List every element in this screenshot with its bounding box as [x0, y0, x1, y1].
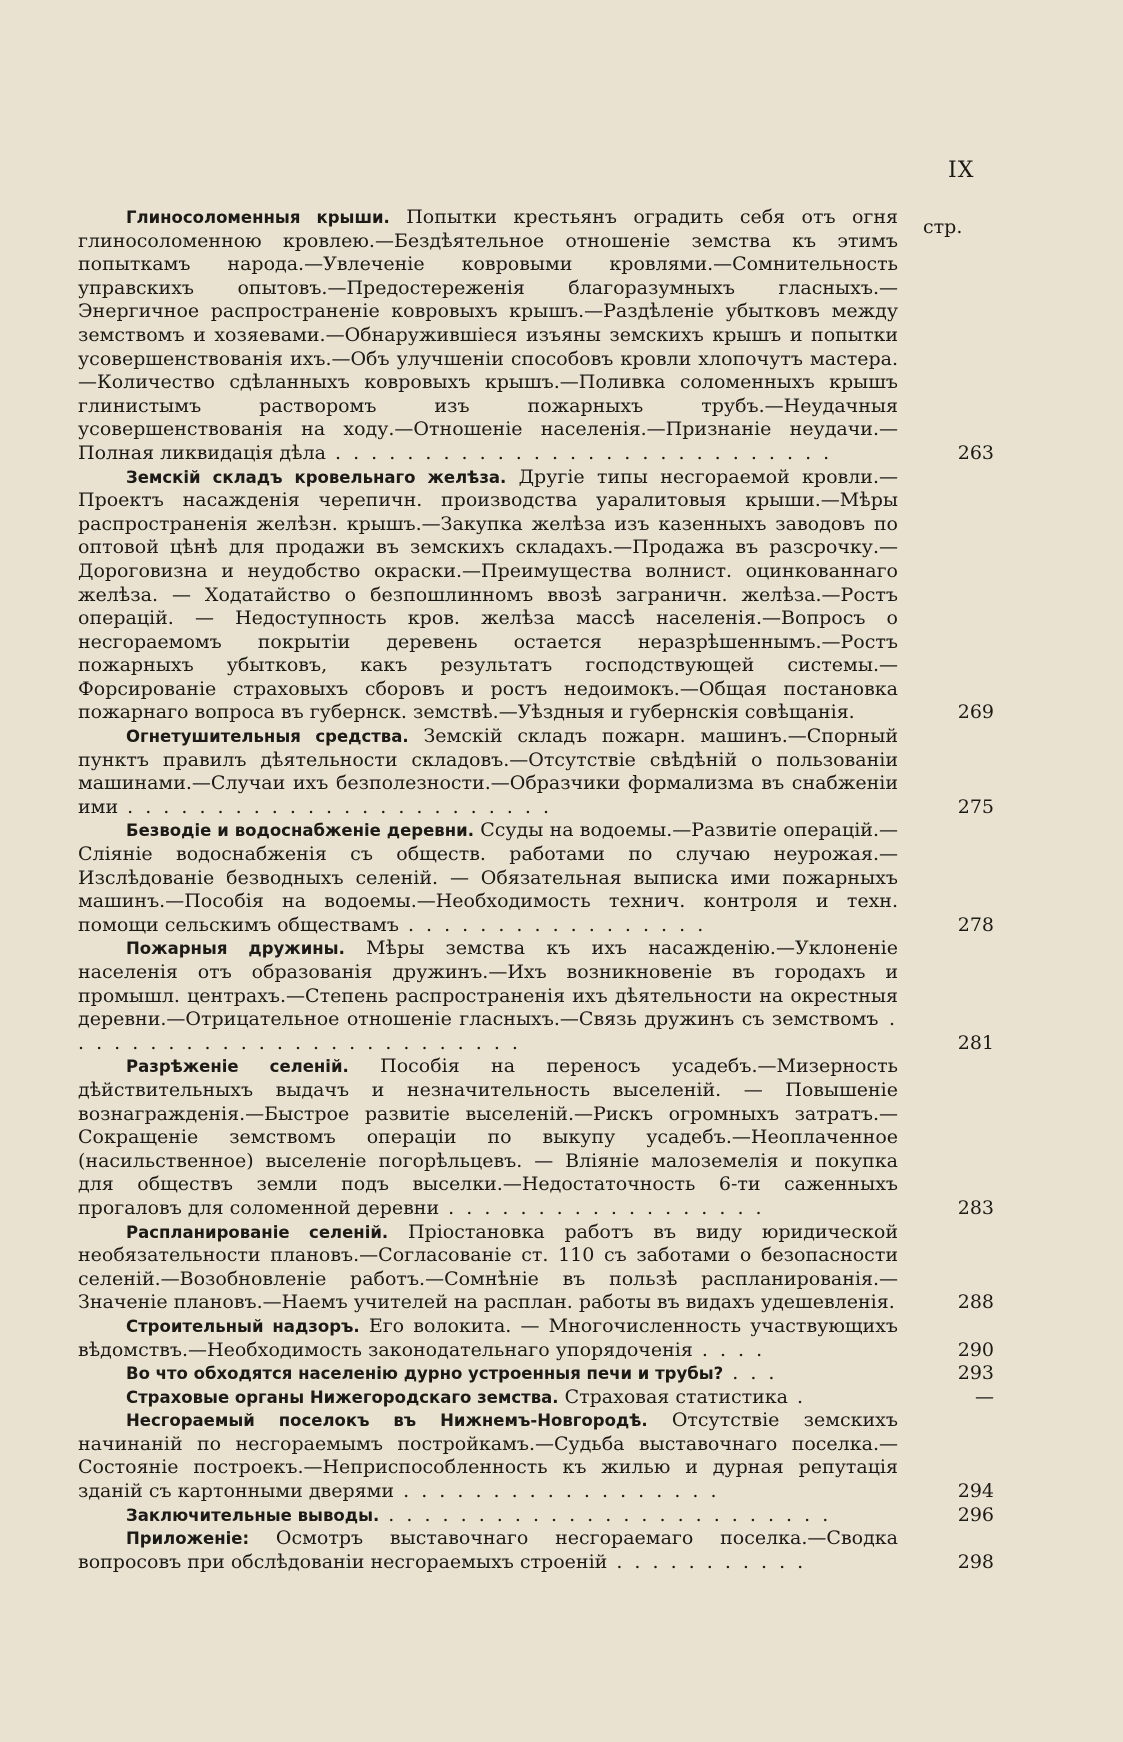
toc-entry-heading: Страховые органы Нижегородскаго земства. [126, 1387, 559, 1407]
toc-entry-page: 296 [957, 1503, 994, 1526]
toc-entry-body: Другіе типы несгораемой кровли.—Проектъ насажденія черепичн. производства уаралитовыя крыши.—Мѣры распространенія желѣзн. крышъ.—Закупка желѣза изъ казенныхъ заводовъ по оптовой цѣнѣ для продажи въ земскихъ складахъ.—Продажа въ разсрочку.—Дороговизна и неудобство окраски.—Преимущества волнист. оцинкованнаго желѣза. — Ходатайство о безпошлинномъ ввозѣ заграничн. желѣза.—Ростъ операцій. — Недоступность кров. желѣза массѣ населенія.—Вопросъ о несгораемомъ покрытіи деревень остается неразрѣшеннымъ.—Ростъ пожарныхъ убытковъ, какъ результатъ господствующей системы.—Форсированіе страховыхъ сборовъ и ростъ недоимокъ.—Общая постановка пожарнаго вопроса въ губернск. земствѣ.—Уѣздныя и губернскія совѣщанія. [78, 465, 898, 724]
page-column-label: стр. [923, 216, 963, 238]
page-number: IX [948, 158, 975, 183]
toc-entry-text [78, 1315, 898, 1362]
toc-entry [78, 937, 998, 1055]
toc-entry-page: 294 [957, 1480, 994, 1503]
toc-entry-leader: . . . . . . . . . . . . . . . . . . . . . . . . . . [78, 1008, 898, 1054]
toc-entry-page: 283 [957, 1196, 994, 1219]
toc-entry-heading: Огнетушительныя средства. [126, 727, 409, 747]
toc-entry-text [78, 1362, 898, 1386]
toc-entry-page: 263 [957, 441, 994, 464]
toc-entry-page: 269 [957, 701, 994, 724]
toc-entry-heading: Заключительные выводы. [126, 1505, 380, 1525]
toc-entry-leader: . . . . . . . . . . . . . . . . . . [439, 1196, 765, 1219]
toc-entry-body: Мѣры земства къ ихъ насажденію.—Уклоненіе населенія отъ образованія дружинъ.—Ихъ возникновеніе въ городахъ и промышл. центрахъ.—Степень распространенія ихъ дѣятельности на окрестныя деревни.—Отрицательное отношеніе гласныхъ.—Связь дружинъ съ земствомъ [78, 937, 898, 1031]
toc-entry-heading: Распланированіе селеній. [126, 1222, 389, 1242]
toc-entry-body: Его волокита. — Многочисленность участвующихъ вѣдомствъ.—Необходимость законодательнаго упорядоченія [78, 1314, 898, 1361]
toc-entry [78, 1409, 998, 1503]
toc-entry-leader: . . . . . . . . . . . . . . . . . . . . . . . . [118, 795, 553, 818]
toc-entry-heading: Разрѣженіе селеній. [126, 1057, 349, 1077]
toc-entry-body: Отсутствіе земскихъ начинаній по несгораемымъ постройкамъ.—Судьба выставочнаго поселка.—Состояніе построекъ.—Неприспособленность къ жилью и дурная репутація зданій съ картонными дверями [78, 1409, 898, 1503]
toc-entry-text [78, 1527, 898, 1574]
toc-entry-heading: Земскій складъ кровельнаго желѣза. [126, 467, 507, 487]
toc-entry [78, 725, 998, 819]
toc-entry [78, 819, 998, 937]
toc-entry-text [78, 206, 898, 466]
toc-entry-body: Страховая статистика [558, 1385, 789, 1408]
toc-entry-text [78, 725, 898, 819]
toc-entry-leader: . . . . . . . . . . . [607, 1550, 807, 1573]
toc-entry-text [78, 1221, 898, 1315]
toc-entry-page: 281 [957, 1031, 994, 1054]
toc-entry-text [78, 466, 898, 726]
toc-entry-body: Пріостановка работъ въ виду юридической необязательности плановъ.—Согласованіе ст. 110 съ заботами о безопасности селеній.—Возобновленіе работъ.—Сомнѣніе въ пользѣ распланированія.—Значеніе плановъ.—Наемъ учителей на расплан. работы въ видахъ удешевленія. [78, 1220, 898, 1314]
toc-entry [78, 1504, 998, 1528]
toc-entry-heading: Глиносоломенныя крыши. [126, 208, 390, 227]
toc-entry [78, 206, 998, 466]
toc-entry-heading: Несгораемый поселокъ въ Нижнемъ-Новгородѣ. [126, 1411, 648, 1431]
toc-entry [78, 1221, 998, 1315]
toc-entry-leader: . . . . . . . . . . . . . . . . . [398, 913, 707, 936]
toc-entry [78, 1527, 998, 1574]
toc-entry-page: 288 [957, 1291, 994, 1314]
toc-entry [78, 1315, 998, 1362]
toc-entry-body: Ссуды на водоемы.—Развитіе операцій.—Сліяніе водоснабженія съ обществ. работами по случаю неурожая.—Изслѣдованіе безводныхъ селеній. — Обязательная выписка ими пожарныхъ машинъ.—Пособія на водоемы.—Необходимость технич. контроля и техн. помощи сельскимъ обществамъ [78, 819, 898, 936]
toc-entry-body: Попытки крестьянъ оградить себя отъ огня глиносоломенною кровлею.—Бездѣятельное отношеніе земства къ этимъ попыткамъ народа.—Увлеченіе ковровыми кровлями.—Сомнительность управскихъ опытовъ.—Предостереженія благоразумныхъ гласныхъ.—Энергичное распространеніе ковровыхъ крышъ.—Раздѣленіе убытковъ между земствомъ и хозяевами.—Обнаружившіеся изъяны земскихъ крышъ и попытки усовершенствованія ихъ.—Объ улучшеніи способовъ кровли хлопочутъ мастера.—Количество сдѣланныхъ ковровыхъ крышъ.—Поливка соломенныхъ крышъ глинистымъ растворомъ изъ пожарныхъ трубъ.—Неудачныя усовершенствованія на ходу.—Отношеніе населенія.—Признаніе неудачи.—Полная ликвидація дѣла [78, 206, 898, 464]
toc-entry-heading: Пожарныя дружины. [126, 939, 345, 959]
toc-entry-body: Земскій складъ пожарн. машинъ.—Спорный пунктъ правилъ дѣятельности складовъ.—Отсутствіе свѣдѣній о пользованіи машинами.—Случаи ихъ безполезности.—Образчики формализма въ снабженіи ими [78, 725, 898, 818]
toc-entry-text [78, 819, 898, 937]
toc-entry-page: 293 [957, 1362, 994, 1385]
table-of-contents [78, 206, 998, 1574]
toc-entry-text [78, 1055, 898, 1220]
toc-entry [78, 1386, 998, 1410]
toc-entry-text [78, 1504, 898, 1528]
toc-entry-heading: Строительный надзоръ. [126, 1316, 360, 1336]
toc-entry-text [78, 937, 898, 1055]
toc-entry-leader: . . . . . . . . . . . . . . . . . . [394, 1480, 720, 1503]
toc-entry [78, 466, 998, 726]
toc-entry-leader: . [788, 1385, 807, 1408]
toc-entry-page: 290 [957, 1338, 994, 1361]
toc-entry-text [78, 1386, 898, 1410]
toc-entry-page: 275 [957, 795, 994, 818]
toc-entry [78, 1055, 998, 1220]
toc-entry-body: Осмотръ выставочнаго несгораемаго поселка.—Сводка вопросовъ при обслѣдованіи несгораемыхъ строеній [78, 1527, 898, 1573]
toc-entry-leader: . . . . . . . . . . . . . . . . . . . . . . . . . [379, 1503, 832, 1526]
toc-entry-leader: . . . [723, 1362, 778, 1385]
toc-entry-leader: . . . . . . . . . . . . . . . . . . . . . . . . . . . . [325, 441, 833, 464]
toc-entry [78, 1362, 998, 1386]
toc-entry-text [78, 1409, 898, 1503]
toc-entry-page: — [975, 1385, 994, 1408]
toc-entry-page: 298 [957, 1550, 994, 1573]
toc-entry-page: 278 [957, 913, 994, 936]
toc-entry-heading: Приложеніе: [126, 1529, 250, 1549]
toc-entry-leader: . . . . [692, 1338, 766, 1361]
toc-entry-body: Пособія на переносъ усадебъ.—Мизерность дѣйствительныхъ выдачъ и незначительность выселеній. — Повышеніе вознагражденія.—Быстрое развитіе выселеній.—Рискъ огромныхъ затратъ.—Сокращеніе земствомъ операціи по выкупу усадебъ.—Неоплаченное (насильственное) выселеніе погорѣльцевъ. — Вліяніе малоземелія и покупка для обществъ земли подъ выселки.—Недостаточность 6-ти саженныхъ прогаловъ для соломенной деревни [78, 1055, 898, 1219]
toc-entry-heading: Безводіе и водоснабженіе деревни. [126, 821, 474, 841]
toc-entry-heading: Во что обходятся населенію дурно устроенныя печи и трубы? [126, 1364, 724, 1384]
